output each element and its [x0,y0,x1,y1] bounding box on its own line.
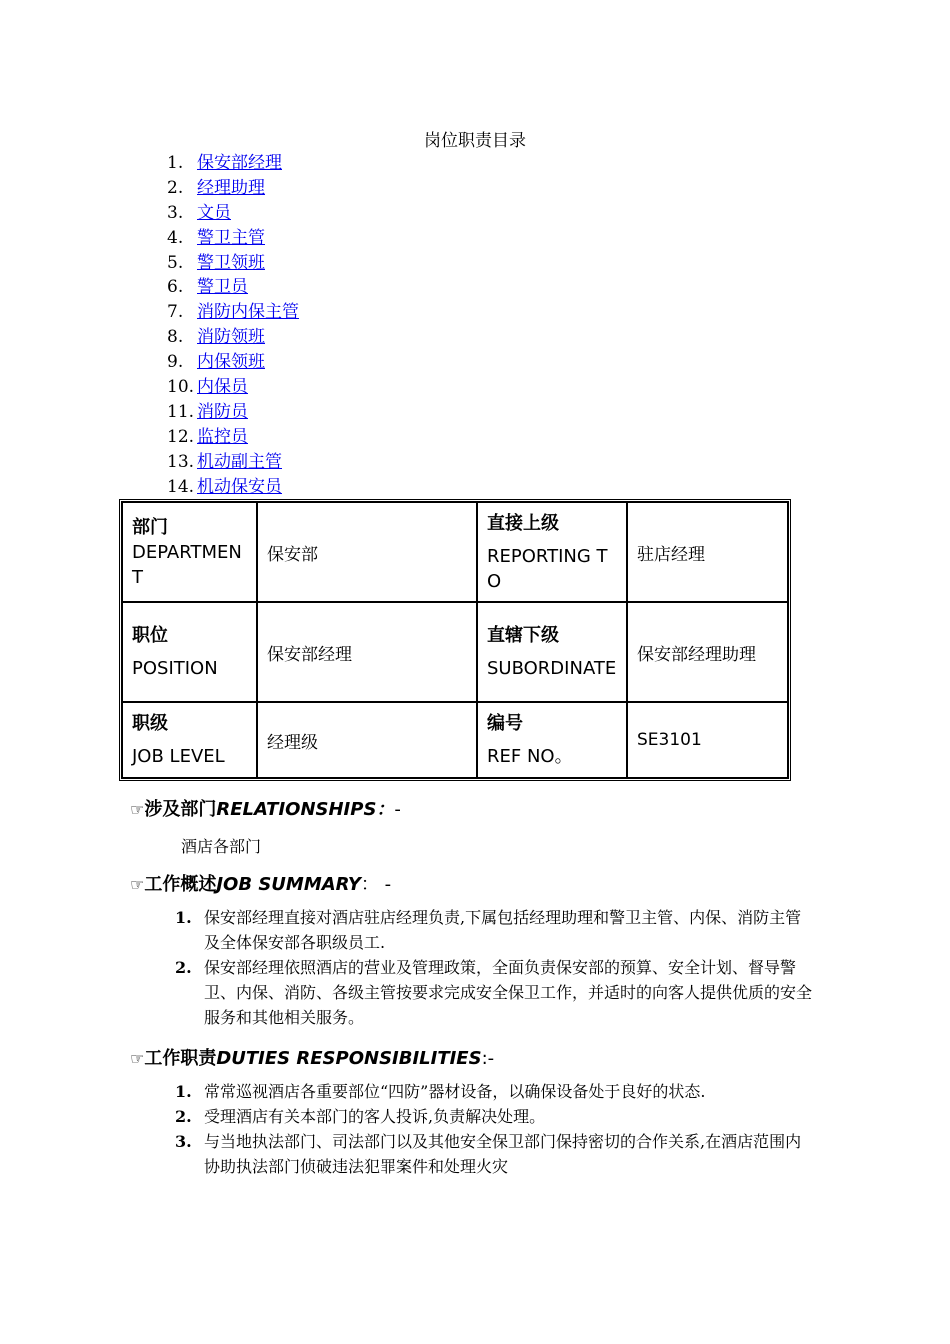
position-label-en: POSITION [132,658,218,679]
toc-number: 1. [167,153,184,173]
list-text: 常常巡视酒店各重要部位“四防”器材设备，以确保设备处于良好的状态. [204,1082,706,1101]
toc-number: 8. [167,327,184,348]
list-item [175,1079,815,1104]
summary-heading-en: JOB SUMMARY [216,874,361,895]
toc-item [167,375,299,400]
toc-link[interactable]: 消防员 [197,401,248,422]
list-number: 2. [175,1107,192,1126]
toc-item [167,350,299,375]
ref-label-en: REF NO。 [487,746,573,767]
relationships-heading [130,795,401,821]
list-number: 2. [175,958,192,977]
toc-number: 5. [167,252,184,273]
level-value: 经理级 [257,702,477,778]
list-text: 与当地执法部门、司法部门以及其他安全保卫部门保持密切的合作关系,在酒店范围内协助执法部门侦破违法犯罪案件和处理火灾 [204,1132,802,1176]
toc-link[interactable]: 经理助理 [197,177,265,198]
level-label-en: JOB LEVEL [132,746,225,767]
toc-number: 4. [167,227,184,248]
job-info-table [119,499,791,781]
reporting-label-zh: 直接上级 [487,512,559,534]
level-label-cell [122,702,257,778]
list-item [175,1129,815,1179]
toc-link[interactable]: 警卫主管 [197,227,265,248]
summary-heading-zh: 工作概述 [144,874,217,895]
position-label-cell [122,602,257,702]
level-label-zh: 职级 [132,713,168,734]
toc-link[interactable]: 消防领班 [197,327,265,348]
duties-heading-en: DUTIES RESPONSIBILITIES [216,1048,482,1069]
toc-link[interactable]: 警卫员 [197,277,248,298]
list-item [175,905,815,955]
relationships-heading-zh: 涉及部门 [144,799,217,820]
duties-heading-zh: 工作职责 [144,1048,217,1069]
list-number: 1. [175,908,192,927]
toc-number: 3. [167,202,184,223]
summary-heading-tail: ： - [360,874,392,895]
toc-link[interactable]: 文员 [197,202,231,223]
relationships-heading-tail: - [394,799,401,820]
ref-label-cell [477,702,627,778]
position-value: 保安部经理 [257,602,477,702]
toc-item [167,151,299,176]
summary-list [175,905,815,1030]
toc-link[interactable]: 保安部经理 [197,153,282,173]
toc-item [167,300,299,325]
list-number: 3. [175,1132,192,1151]
ref-value: SE3101 [627,702,788,778]
toc-link[interactable]: 内保员 [197,377,248,398]
ref-label-zh: 编号 [487,713,523,734]
toc-item [167,176,299,201]
summary-heading [130,870,391,896]
department-value: 保安部 [257,502,477,602]
duties-list [175,1079,815,1179]
list-text: 受理酒店有关本部门的客人投诉,负责解决处理。 [204,1107,546,1126]
toc-link[interactable]: 机动副主管 [197,451,282,472]
toc-link[interactable]: 监控员 [197,426,248,447]
toc-number: 2. [167,177,184,198]
reporting-label-en: REPORTING TO [487,545,608,592]
toc-number: 12. [167,426,195,447]
toc-link[interactable]: 内保领班 [197,352,265,373]
toc-item [167,201,299,226]
department-label-cell [122,502,257,602]
list-item [175,1104,815,1129]
toc-item [167,226,299,251]
toc-number: 6. [167,277,184,298]
list-item [175,955,815,1030]
toc-number: 9. [167,352,184,373]
table-row [122,602,788,702]
duties-heading-tail: :- [481,1048,495,1069]
department-label-zh: 部门 [132,516,168,538]
subordinate-label-zh: 直辖下级 [487,625,559,646]
position-label-zh: 职位 [132,625,168,646]
toc-link[interactable]: 警卫领班 [197,252,265,273]
toc-item [167,450,299,475]
reporting-label-cell [477,502,627,602]
toc-number: 7. [167,302,184,323]
pointing-hand-icon: ☞ [130,1049,145,1068]
toc-list [167,151,299,499]
toc-item [167,251,299,276]
toc-number: 14. [167,476,195,497]
reporting-value: 驻店经理 [627,502,788,602]
toc-item [167,325,299,350]
subordinate-value: 保安部经理助理 [627,602,788,702]
toc-number: 13. [167,451,195,472]
subordinate-label-en: SUBORDINATE [487,658,617,679]
toc-link[interactable]: 消防内保主管 [197,302,299,323]
toc-item [167,425,299,450]
list-number: 1. [175,1082,192,1101]
toc-item [167,475,299,500]
toc-item [167,275,299,300]
table-row [122,702,788,778]
relationships-heading-en: RELATIONSHIPS： [216,799,395,820]
relationships-text: 酒店各部门 [181,837,262,856]
toc-item [167,400,299,425]
subordinate-label-cell [477,602,627,702]
pointing-hand-icon: ☞ [130,800,145,819]
list-text: 保安部经理直接对酒店驻店经理负责,下属包括经理助理和警卫主管、内保、消防主管及全体保安部各职级员工. [204,908,802,952]
department-label-en: DEPARTMENT [132,541,242,588]
table-row [122,502,788,602]
duties-heading [130,1044,494,1070]
list-text: 保安部经理依照酒店的营业及管理政策，全面负责保安部的预算、安全计划、督导警卫、内保、消防、各级主管按要求完成安全保卫工作，并适时的向客人提供优质的安全服务和其他相关服务。 [204,958,813,1027]
page-title: 岗位职责目录 [424,131,526,151]
toc-number: 11. [167,401,195,422]
toc-number: 10. [167,377,195,398]
toc-link[interactable]: 机动保安员 [197,476,282,497]
pointing-hand-icon: ☞ [130,875,145,894]
